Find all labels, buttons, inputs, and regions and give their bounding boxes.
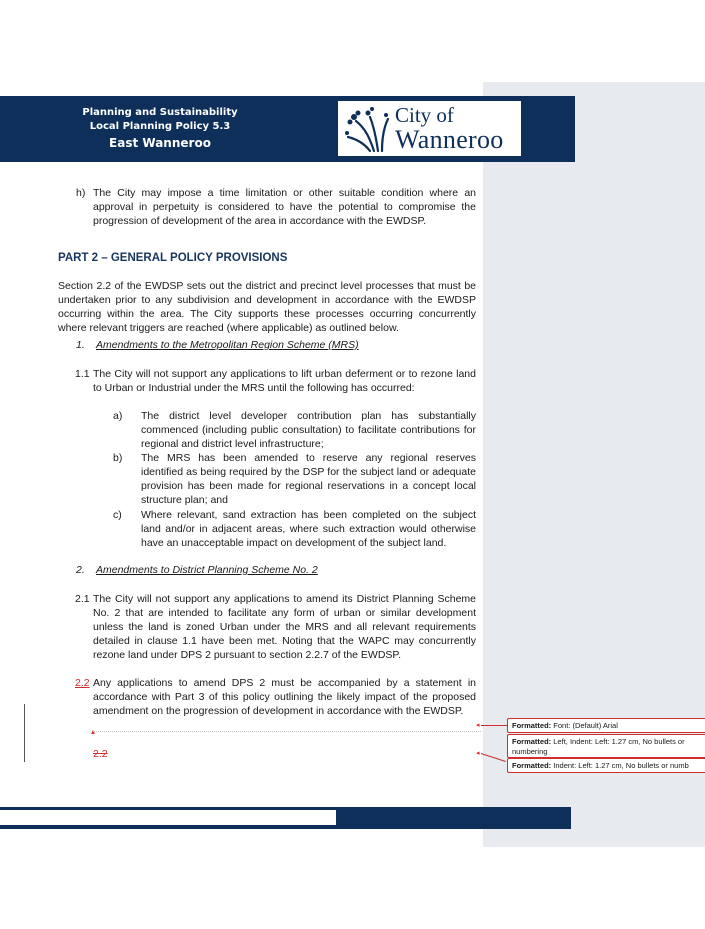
comment-anchor-3: ◂: [476, 750, 480, 757]
sub-c-label: c): [113, 509, 122, 521]
city-logo: [338, 101, 521, 156]
comment-connector-1: [481, 725, 507, 726]
section1-number: 1.: [76, 339, 85, 351]
intro-paragraph: Section 2.2 of the EWDSP sets out the district and precinct level processes that must be undertaken prior to any subdivision and development in accordance with the EWDSP occurring within the area. The City supports these processes occurring concurrently where relevant triggers are reached (where applicable) as outlined below.: [58, 280, 476, 334]
header-rule: [0, 157, 575, 162]
comment-balloon-3[interactable]: [507, 758, 705, 773]
header-policy-name: East Wanneroo: [109, 136, 211, 150]
sub-b-text: The MRS has been amended to reserve any regional reserves identified as being required by the DSP for the subject land or adequate provision has been made for regional reservations in a concept local structure plan; and: [141, 452, 476, 506]
comment-3-label: Formatted:: [512, 761, 552, 770]
header-policy-number: Local Planning Policy 5.3: [89, 121, 231, 132]
change-bar: [24, 704, 25, 762]
comment-anchor-1: ◂: [476, 722, 480, 729]
sub-b-label: b): [113, 452, 123, 464]
item-h-label: h): [76, 187, 86, 199]
comment-3-text: Indent: Left: 1.27 cm, No bullets or numb: [553, 761, 689, 770]
logo-city-text: City of: [395, 103, 454, 127]
section2-title: Amendments to District Planning Scheme No. 2: [96, 564, 318, 576]
footer-edge: [563, 807, 571, 829]
deleted-clause-number: 2.2: [93, 748, 108, 760]
section1-title: Amendments to the Metropolitan Region Scheme (MRS): [96, 339, 359, 351]
comment-1-text: Font: (Default) Arial: [553, 721, 618, 730]
comment-2-text: Left, Indent: Left: 1.27 cm, No bullets or numbering: [512, 737, 685, 756]
clause-2-1-text: The City will not support any applications to amend its District Planning Scheme No. 2 that are intended to facilitate any form of urban or similar development unless the land is zoned Urban under the MRS and all relevant requirements detailed in clause 1.1 have been met. Noting that the WAPC may concurrently rezone land under DPS 2 pursuant to section 2.2.7 of the EWDSP.: [93, 593, 476, 661]
insertion-mark: ▴: [91, 727, 96, 736]
comment-balloon-1[interactable]: [507, 718, 705, 733]
clause-2-2-number: 2.2: [75, 677, 90, 689]
sub-c-text: Where relevant, sand extraction has been completed on the subject land and/or in adjacent areas, where such extraction would otherwise have an unacceptable impact on development of the subject land.: [141, 509, 476, 549]
formatting-dotted-line: [93, 731, 481, 732]
clause-2-2-text: Any applications to amend DPS 2 must be accompanied by a statement in accordance with Part 3 of this policy outlining the likely impact of the proposed amendment on the progression of development in accordance with the EWDSP.: [93, 677, 476, 717]
sub-a-text: The district level developer contribution plan has substantially commenced (including public consultation) to facilitate contributions for regional and district level infrastructure;: [141, 410, 476, 450]
sub-a-label: a): [113, 410, 123, 422]
logo-wanneroo-text: Wanneroo: [395, 125, 504, 154]
header-title-block: [70, 106, 250, 152]
comment-balloon-2[interactable]: [507, 734, 705, 758]
section2-number: 2.: [76, 564, 85, 576]
header-department: Planning and Sustainability: [82, 107, 238, 118]
footer-inset: [0, 810, 336, 825]
logo-flower-icon: [344, 105, 390, 153]
comment-2-label: Formatted:: [512, 737, 552, 746]
clause-1-1-number: 1.1: [75, 368, 90, 380]
comment-1-label: Formatted:: [512, 721, 552, 730]
clause-2-1-number: 2.1: [75, 593, 90, 605]
item-h-text: The City may impose a time limitation or other suitable condition where an approval in perpetuity is considered to have the potential to compromise the progression of development of the area in accordance with the EWDSP.: [93, 187, 476, 227]
clause-1-1-text: The City will not support any applications to lift urban deferment or to rezone land to Urban or Industrial under the MRS until the following has occurred:: [93, 368, 476, 394]
part2-heading: PART 2 – GENERAL POLICY PROVISIONS: [58, 252, 288, 264]
